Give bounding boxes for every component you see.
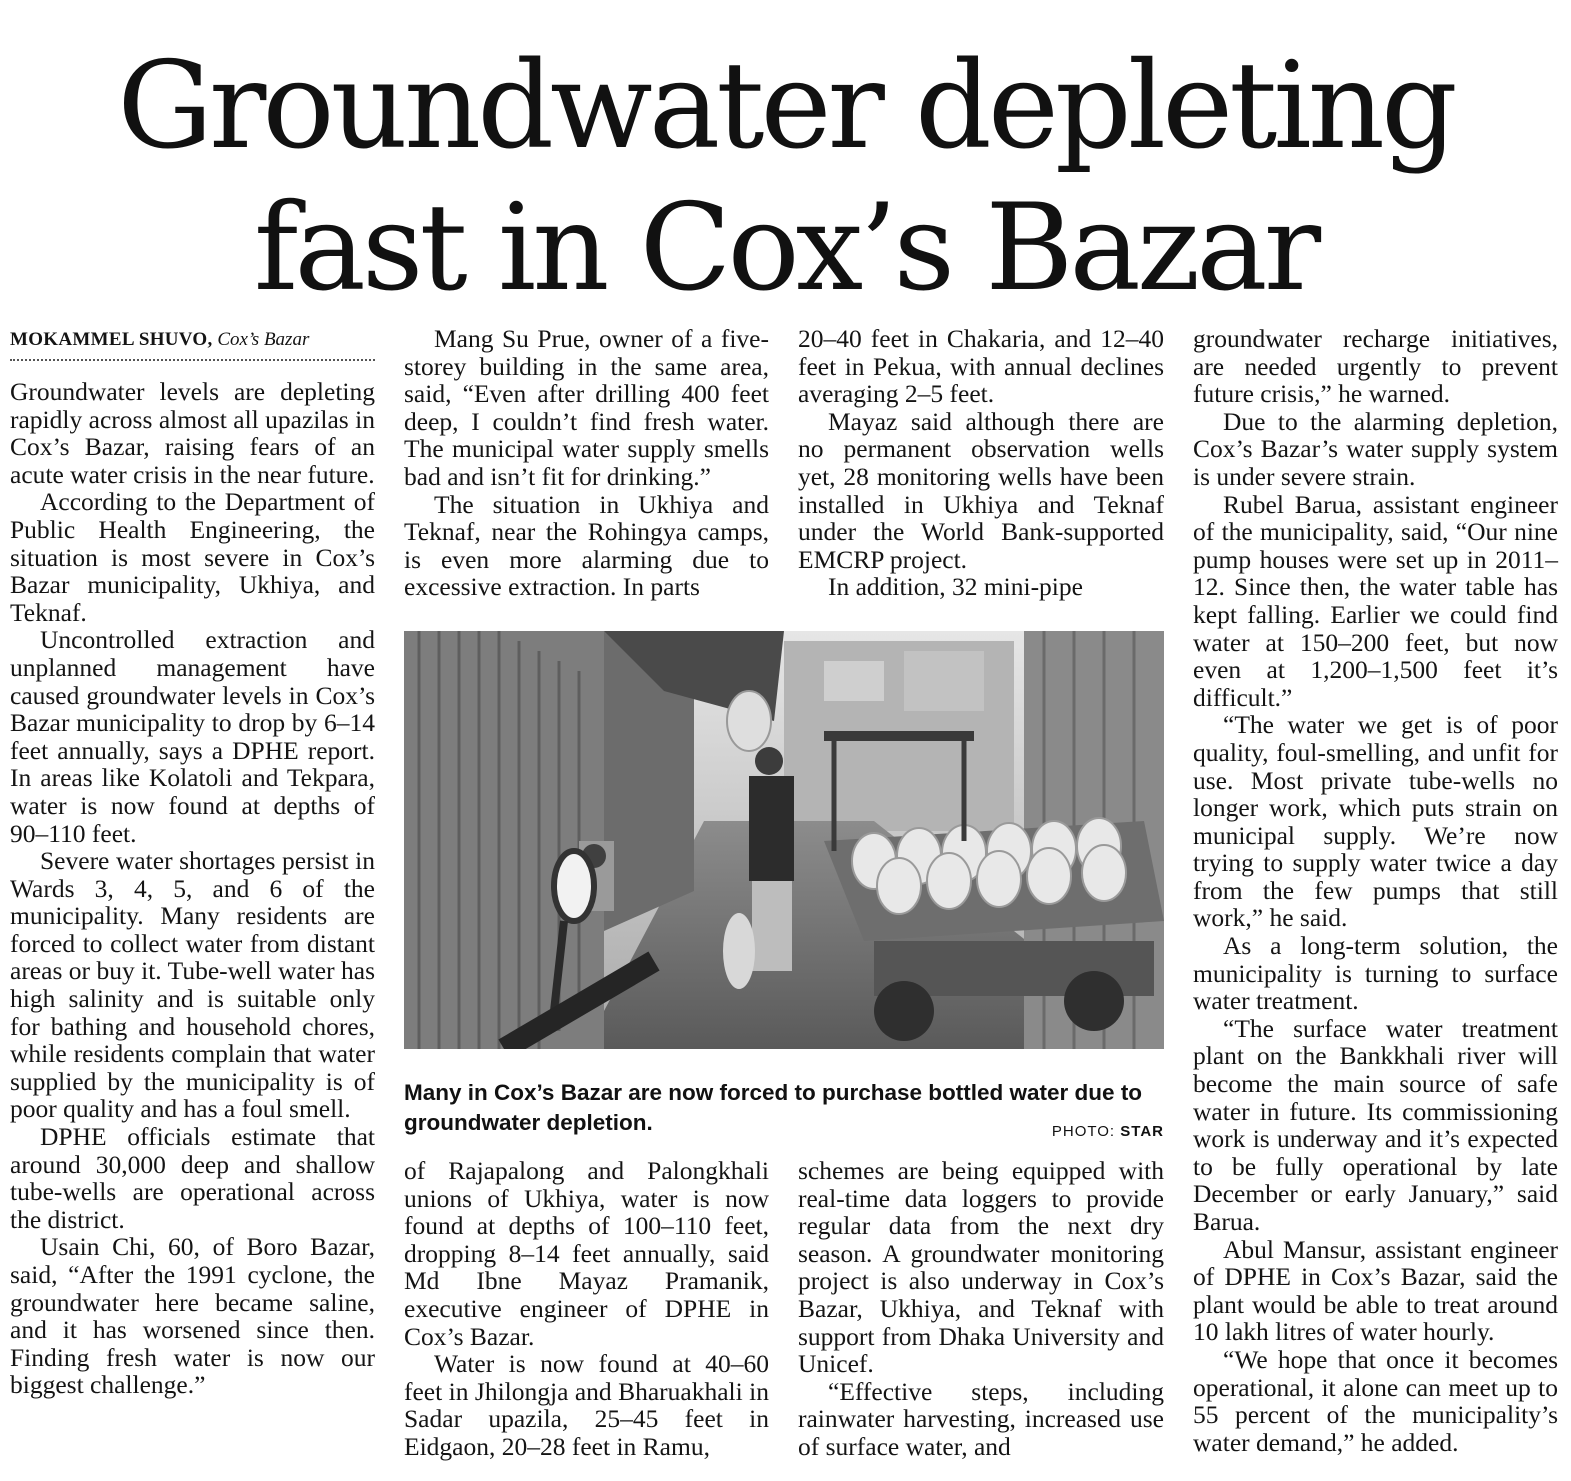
article-photo xyxy=(404,631,1164,1049)
paragraph: 20–40 feet in Chakaria, and 12–40 feet in Pekua, with annual declines averaging 2–5 feet. xyxy=(798,324,1164,409)
headline xyxy=(0,36,1571,320)
photo-credit xyxy=(1000,1123,1164,1140)
paragraph: “The water we get is of poor quality, foul-smelling, and unfit for use. Most private tube-wells no longer work, which puts strain on municipal supply. We’re now trying to supply water twice a day from the few pumps that still work,” he said. xyxy=(1193,710,1558,933)
paragraph: Mang Su Prue, owner of a five-storey building in the same area, said, “Even after drilling 400 feet deep, I couldn’t find fresh water. The municipal water supply smells bad and isn’t fit for drinking.” xyxy=(404,324,769,491)
column-2-top xyxy=(404,325,769,601)
paragraph: Groundwater levels are depleting rapidly across almost all upazilas in Cox’s Bazar, raising fears of an acute water crisis in the near future. xyxy=(10,377,375,489)
paragraph: Rubel Barua, assistant engineer of the municipality, said, “Our nine pump houses were set up in 2011–12. Since then, the water table has kept falling. Earlier we could find water at 150–200 feet, but now even at 1,200–1,500 feet it’s difficult.” xyxy=(1193,489,1558,712)
paragraph: Due to the alarming depletion, Cox’s Bazar’s water supply system is under severe strain. xyxy=(1193,406,1558,491)
paragraph: Abul Mansur, assistant engineer of DPHE in Cox’s Bazar, said the plant would be able to treat around 10 lakh litres of water hourly. xyxy=(1193,1234,1558,1347)
column-2-bottom xyxy=(404,1157,769,1461)
photo-credit-source: STAR xyxy=(1120,1123,1164,1140)
byline xyxy=(10,329,375,361)
column-4 xyxy=(1193,325,1558,1456)
headline-line-2: fast in Cox’s Bazar xyxy=(253,179,1318,318)
paragraph: Water is now found at 40–60 feet in Jhilongja and Bharuakhali in Sadar upazila, 25–45 feet in Eidgaon, 20–28 feet in Ramu, xyxy=(404,1349,769,1461)
paragraph: In addition, 32 mini-pipe xyxy=(828,572,1083,602)
paragraph: schemes are being equipped with real-time data loggers to provide regular data from the next dry season. A groundwater monitoring project is also underway in Cox’s Bazar, Ukhiya, and Teknaf with support from Dhaka University and Unicef. xyxy=(798,1156,1164,1379)
byline-location: Cox’s Bazar xyxy=(217,329,310,350)
paragraph: of Rajapalong and Palongkhali unions of Ukhiya, water is now found at depths of 100–110 feet, dropping 8–14 feet annually, said Md Ibne Mayaz Pramanik, executive engineer of DPHE in Cox’s Bazar. xyxy=(404,1156,769,1351)
column-1 xyxy=(10,378,375,1399)
headline-line-1: Groundwater depleting xyxy=(117,37,1454,176)
column-3-bottom xyxy=(798,1157,1164,1461)
paragraph: “The surface water treatment plant on the Bankkhali river will become the main source of safe water in future. Its commissioning work is underway and it’s expected to be fully operational by late December or early January,” said Barua. xyxy=(1193,1013,1558,1236)
alley-photo-illustration xyxy=(404,631,1164,1049)
paragraph: Mayaz said although there are no permanent observation wells yet, 28 monitoring wells have been installed in Ukhiya and Teknaf under the World Bank-supported EMCRP project. xyxy=(798,406,1164,574)
paragraph: “Effective steps, including rainwater harvesting, increased use of surface water, and xyxy=(798,1376,1164,1461)
paragraph: As a long-term solution, the municipality is turning to surface water treatment. xyxy=(1193,931,1558,1016)
column-3-top xyxy=(798,325,1164,601)
paragraph: According to the Department of Public Health Engineering, the situation is most severe in Cox’s Bazar municipality, Ukhiya, and Teknaf. xyxy=(10,487,375,627)
photo-caption: Many in Cox’s Bazar are now forced to purchase bottled water due to groundwater depletion. xyxy=(404,1080,1143,1135)
paragraph: DPHE officials estimate that around 30,000 deep and shallow tube-wells are operational across the district. xyxy=(10,1122,375,1234)
paragraph: The situation in Ukhiya and Teknaf, near the Rohingya camps, is even more alarming due to excessive extraction. In parts xyxy=(404,489,769,602)
paragraph: “We hope that once it becomes operational, it alone can meet up to 55 percent of the municipality’s water demand,” he added. xyxy=(1193,1344,1558,1457)
paragraph: Usain Chi, 60, of Boro Bazar, said, “After the 1991 cyclone, the groundwater here became saline, and it has worsened since then. Finding fresh water is now our biggest challenge.” xyxy=(10,1232,375,1400)
paragraph: Uncontrolled extraction and unplanned management have caused groundwater levels in Cox’s Bazar municipality to drop by 6–14 feet annually, says a DPHE report. In areas like Kolatoli and Tekpara, water is now found at depths of 90–110 feet. xyxy=(10,625,375,848)
paragraph: Severe water shortages persist in Wards 3, 4, 5, and 6 of the municipality. Many residents are forced to collect water from distant areas or buy it. Tube-well water has high salinity and is suitable only for bathing and household chores, while residents complain that water supplied by the municipality is of poor quality and has a foul smell. xyxy=(10,846,375,1124)
paragraph: groundwater recharge initiatives, are needed urgently to prevent future crisis,” he warned. xyxy=(1193,324,1558,409)
byline-name: MOKAMMEL SHUVO, xyxy=(10,329,213,350)
photo-credit-prefix: PHOTO: xyxy=(1051,1123,1116,1140)
